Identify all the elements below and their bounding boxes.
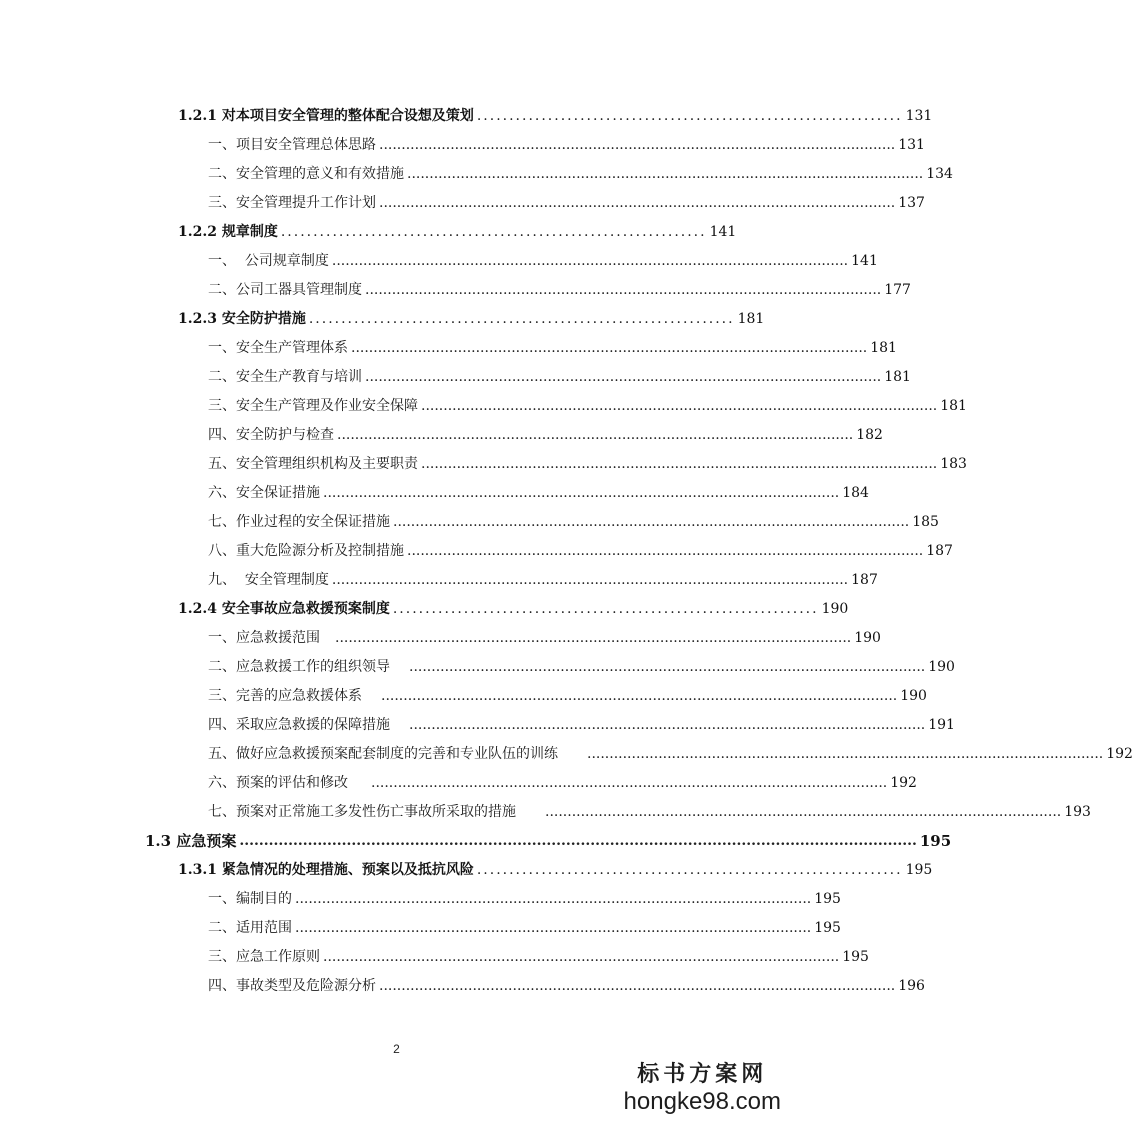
watermark-site-url: hongke98.com	[623, 1088, 781, 1115]
toc-leader-dots: ....................................................................................................................	[407, 166, 924, 182]
toc-entry-page: 181	[870, 340, 897, 356]
toc-entry[interactable]	[178, 589, 849, 618]
toc-entry-page: 183	[940, 456, 967, 472]
toc-entry[interactable]	[208, 792, 1091, 821]
toc-leader-dots: ....................................................................................................................	[365, 282, 882, 298]
toc-entry-label: 一、安全生产管理体系	[208, 340, 348, 356]
toc-leader-dots: ....................................................................................................................	[381, 688, 898, 704]
toc-entry[interactable]	[178, 212, 737, 241]
toc-entry-label: 七、预案对正常施工多发性伤亡事故所采取的措施	[208, 804, 516, 820]
toc-entry[interactable]	[178, 96, 933, 125]
toc-entry-page: 190	[854, 630, 881, 646]
toc-entry-page: 141	[851, 253, 878, 269]
toc-entry-page: 195	[919, 832, 952, 850]
toc-entry-label: 二、公司工器具管理制度	[208, 282, 362, 298]
toc-leader-dots: ..................................................................	[308, 311, 735, 327]
toc-entry-label: 八、重大危险源分析及控制措施	[208, 543, 404, 559]
toc-leader-dots: ..................................................................	[280, 224, 707, 240]
toc-entry[interactable]	[208, 444, 967, 473]
toc-entry[interactable]	[208, 183, 925, 212]
toc-entry-page: 182	[856, 427, 883, 443]
toc-entry-page: 193	[1064, 804, 1091, 820]
toc-entry[interactable]	[208, 560, 878, 589]
toc-leader-dots: ....................................................................................................................	[587, 746, 1104, 762]
toc-leader-dots: ....................................................................................................................	[295, 891, 812, 907]
toc-entry[interactable]	[208, 937, 869, 966]
toc-leader-dots: ....................................................................................................................	[337, 427, 854, 443]
toc-entry-page: 190	[821, 601, 849, 617]
toc-entry-label: 1.2.2 规章制度	[178, 224, 278, 240]
toc-leader-dots: ....................................................................................................................	[323, 485, 840, 501]
toc-leader-dots: ....................................................................................................................	[331, 572, 849, 588]
toc-entry-label: 四、安全防护与检查	[208, 427, 334, 443]
toc-entry[interactable]	[208, 386, 967, 415]
toc-leader-dots: ....................................................................................................................	[351, 340, 868, 356]
toc-entry[interactable]	[208, 328, 897, 357]
toc-leader-dots: ....................................................................................................................	[409, 659, 926, 675]
toc-leader-dots: ..................................................................	[392, 601, 819, 617]
toc-entry-label: 一、 公司规章制度	[208, 253, 329, 269]
toc-entry-label: 1.3.1 紧急情况的处理措施、预案以及抵抗风险	[178, 862, 474, 878]
toc-leader-dots: ....................................................................................................................	[323, 949, 840, 965]
toc-entry-label: 二、适用范围	[208, 920, 292, 936]
toc-entry-label: 一、应急救援范围	[208, 630, 320, 646]
toc-entry-page: 195	[842, 949, 869, 965]
toc-entry[interactable]	[208, 502, 939, 531]
toc-entry[interactable]	[145, 821, 952, 850]
toc-entry-page: 141	[709, 224, 737, 240]
toc-leader-dots: ....................................................................................................................	[331, 253, 849, 269]
toc-entry-page: 195	[814, 920, 841, 936]
page-number: 2	[393, 1042, 400, 1056]
toc-entry-label: 一、编制目的	[208, 891, 292, 907]
toc-entry-label: 1.2.1 对本项目安全管理的整体配合设想及策划	[178, 108, 474, 124]
toc-entry-label: 五、做好应急救援预案配套制度的完善和专业队伍的训练	[208, 746, 558, 762]
site-watermark	[624, 1057, 781, 1116]
toc-entry-page: 192	[890, 775, 917, 791]
toc-entry[interactable]	[208, 473, 869, 502]
toc-entry-label: 六、预案的评估和修改	[208, 775, 348, 791]
toc-entry-label: 二、安全管理的意义和有效措施	[208, 166, 404, 182]
toc-entry-page: 181	[737, 311, 765, 327]
toc-entry[interactable]	[208, 125, 925, 154]
toc-leader-dots: ....................................................................................................................	[379, 195, 896, 211]
toc-entry-page: 137	[898, 195, 925, 211]
toc-entry-label: 三、安全生产管理及作业安全保障	[208, 398, 418, 414]
toc-entry[interactable]	[208, 966, 925, 995]
toc-entry-label: 1.2.3 安全防护措施	[178, 311, 306, 327]
toc-entry-label: 三、应急工作原则	[208, 949, 320, 965]
toc-entry[interactable]	[208, 154, 953, 183]
toc-leader-dots: ....................................................................................................................	[421, 398, 938, 414]
toc-entry-page: 195	[905, 862, 933, 878]
toc-entry-page: 185	[912, 514, 939, 530]
toc-entry-label: 一、项目安全管理总体思路	[208, 137, 376, 153]
toc-entry[interactable]	[208, 705, 955, 734]
toc-entry-label: 四、采取应急救援的保障措施	[208, 717, 390, 733]
toc-entry-label: 二、应急救援工作的组织领导	[208, 659, 390, 675]
toc-entry-page: 190	[928, 659, 955, 675]
toc-entry[interactable]	[208, 531, 953, 560]
toc-entry-label: 二、安全生产教育与培训	[208, 369, 362, 385]
toc-entry-page: 184	[842, 485, 869, 501]
toc-entry-page: 181	[940, 398, 967, 414]
toc-entry-page: 181	[884, 369, 911, 385]
toc-leader-dots: ....................................................................................................................	[407, 543, 924, 559]
toc-entry-label: 七、作业过程的安全保证措施	[208, 514, 390, 530]
toc-leader-dots: ..................................................................	[476, 862, 903, 878]
toc-entry[interactable]	[208, 415, 883, 444]
toc-entry-label: 三、安全管理提升工作计划	[208, 195, 376, 211]
toc-entry[interactable]	[178, 299, 765, 328]
toc-leader-dots: ....................................................................................................................	[379, 137, 896, 153]
toc-leader-dots: ....................................................................................................................	[295, 920, 812, 936]
toc-entry[interactable]	[208, 357, 911, 386]
toc-entry-page: 187	[926, 543, 953, 559]
toc-leader-dots: ....................................................................................................................	[393, 514, 910, 530]
toc-entry[interactable]	[208, 270, 911, 299]
toc-leader-dots: ...........................................................................................................................................	[239, 833, 917, 849]
toc-entry[interactable]	[208, 676, 927, 705]
toc-entry-page: 190	[900, 688, 927, 704]
toc-entry[interactable]	[208, 241, 878, 270]
toc-leader-dots: ....................................................................................................................	[365, 369, 882, 385]
toc-entry-page: 134	[926, 166, 953, 182]
toc-entry-label: 六、安全保证措施	[208, 485, 320, 501]
toc-entry-label: 1.2.4 安全事故应急救援预案制度	[178, 601, 390, 617]
watermark-site-name: 标书方案网	[637, 1061, 768, 1087]
toc-leader-dots: ....................................................................................................................	[545, 804, 1062, 820]
toc-entry-label: 五、安全管理组织机构及主要职责	[208, 456, 418, 472]
toc-entry[interactable]	[208, 763, 917, 792]
toc-entry-page: 192	[1106, 746, 1133, 762]
toc-entry-label: 九、 安全管理制度	[208, 572, 329, 588]
toc-entry[interactable]	[208, 734, 1133, 763]
toc-leader-dots: ....................................................................................................................	[335, 630, 852, 646]
toc-entry-page: 195	[814, 891, 841, 907]
toc-entry[interactable]	[178, 850, 933, 879]
toc-leader-dots: ....................................................................................................................	[379, 978, 896, 994]
toc-entry-page: 191	[928, 717, 955, 733]
toc-entry-label: 1.3 应急预案	[145, 832, 237, 850]
toc-leader-dots: ....................................................................................................................	[421, 456, 938, 472]
toc-entry-page: 196	[898, 978, 925, 994]
toc-leader-dots: ....................................................................................................................	[409, 717, 926, 733]
toc-entry[interactable]	[208, 647, 955, 676]
toc-entry[interactable]	[208, 879, 841, 908]
toc-entry-page: 187	[851, 572, 878, 588]
toc-leader-dots: ..................................................................	[476, 108, 903, 124]
toc-entry[interactable]	[208, 618, 881, 647]
toc-entry-page: 131	[905, 108, 933, 124]
toc-entry-label: 三、完善的应急救援体系	[208, 688, 362, 704]
toc-entry-page: 177	[884, 282, 911, 298]
toc-entry-page: 131	[898, 137, 925, 153]
toc-entry-label: 四、事故类型及危险源分析	[208, 978, 376, 994]
toc-leader-dots: ....................................................................................................................	[371, 775, 888, 791]
toc-entry[interactable]	[208, 908, 841, 937]
